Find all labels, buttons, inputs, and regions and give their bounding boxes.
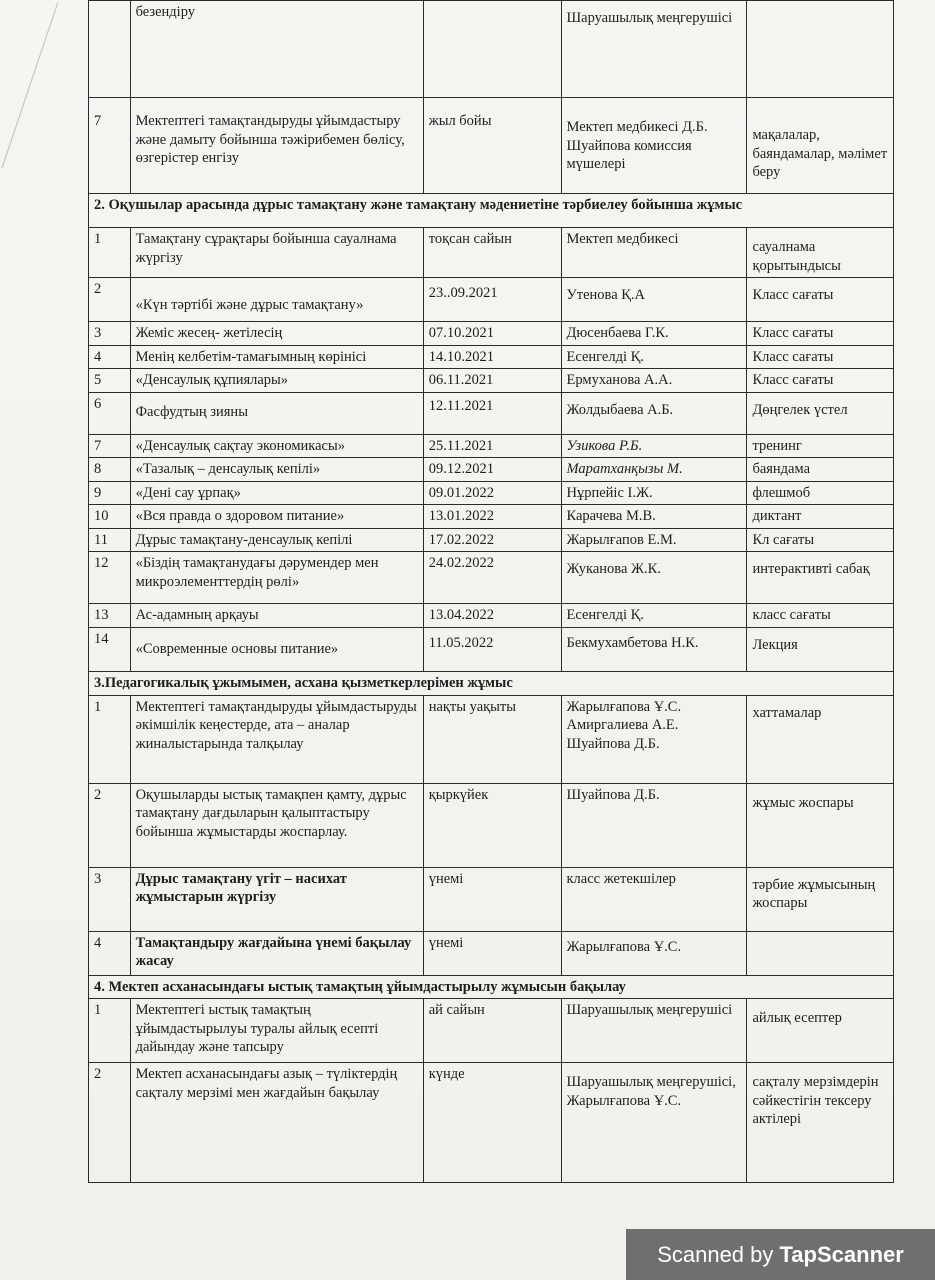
row-date: 25.11.2021 (423, 434, 561, 458)
row-responsible: Нұрпейіс І.Ж. (561, 481, 747, 505)
row-date: 23..09.2021 (423, 278, 561, 322)
row-responsible: Мектеп медбикесі Д.Б. Шуайпова комиссия мүшелері (561, 98, 747, 194)
row-date: 09.12.2021 (423, 458, 561, 482)
row-responsible: Жуканова Ж.К. (561, 552, 747, 604)
row-date: 11.05.2022 (423, 628, 561, 672)
row-result: баяндама (747, 458, 894, 482)
row-responsible: Шаруашылық меңгерушісі, Жарылғапова Ұ.С. (561, 1063, 747, 1183)
row-number: 12 (89, 552, 131, 604)
row-responsible: класс жетекшілер (561, 867, 747, 931)
row-number: 2 (89, 1063, 131, 1183)
row-number: 6 (89, 392, 131, 434)
row-activity: «Денсаулық құпиялары» (130, 369, 423, 393)
row-date: қыркүйек (423, 783, 561, 867)
row-number: 3 (89, 867, 131, 931)
row-activity: «Тазалық – денсаулық кепілі» (130, 458, 423, 482)
row-number: 11 (89, 528, 131, 552)
row-date: 14.10.2021 (423, 345, 561, 369)
table-row (89, 999, 894, 1063)
row-responsible: Ермуханова А.А. (561, 369, 747, 393)
table-row (89, 1, 894, 98)
row-result: Класс сағаты (747, 322, 894, 346)
table-row (89, 783, 894, 867)
table-row (89, 552, 894, 604)
watermark-brand: TapScanner (779, 1242, 904, 1267)
row-number: 4 (89, 345, 131, 369)
row-date: 24.02.2022 (423, 552, 561, 604)
watermark-prefix: Scanned by (657, 1242, 780, 1267)
row-responsible: Маратханқызы М. (561, 458, 747, 482)
row-result (747, 931, 894, 975)
row-number: 14 (89, 628, 131, 672)
row-result: сақталу мерзімдерін сәйкестігін тексеру актілері (747, 1063, 894, 1183)
row-activity: «Денсаулық сақтау экономикасы» (130, 434, 423, 458)
row-responsible: Утенова Қ.А (561, 278, 747, 322)
row-activity: Мектептегі ыстық тамақтың ұйымдастырылуы туралы айлық есепті дайындау және тапсыру (130, 999, 423, 1063)
row-result: мақалалар, баяндамалар, мәлімет беру (747, 98, 894, 194)
row-date: жыл бойы (423, 98, 561, 194)
row-date: күнде (423, 1063, 561, 1183)
row-result: Лекция (747, 628, 894, 672)
row-activity: «Күн тәртібі және дұрыс тамақтану» (130, 278, 423, 322)
table-row (89, 867, 894, 931)
row-result: диктант (747, 505, 894, 529)
table-row (89, 278, 894, 322)
row-date: 13.01.2022 (423, 505, 561, 529)
row-responsible: Шуайпова Д.Б. (561, 783, 747, 867)
row-responsible: Карачева М.В. (561, 505, 747, 529)
row-result (747, 1, 894, 98)
row-date: үнемі (423, 867, 561, 931)
row-result: сауалнама қорытындысы (747, 228, 894, 278)
section-header-row (89, 672, 894, 696)
row-date: 06.11.2021 (423, 369, 561, 393)
row-activity: Мектептегі тамақтандыруды ұйымдастыру және дамыту бойынша тәжірибемен бөлісу, өзгерістер енгізу (130, 98, 423, 194)
row-responsible: Узикова Р.Б. (561, 434, 747, 458)
row-number: 9 (89, 481, 131, 505)
row-number: 8 (89, 458, 131, 482)
row-activity: Дұрыс тамақтану-денсаулық кепілі (130, 528, 423, 552)
row-date: 17.02.2022 (423, 528, 561, 552)
row-responsible: Жолдыбаева А.Б. (561, 392, 747, 434)
row-activity: Тамақтану сұрақтары бойынша сауалнама жүргізу (130, 228, 423, 278)
row-number: 7 (89, 434, 131, 458)
row-result: хаттамалар (747, 695, 894, 783)
page-edge-shadow (0, 0, 60, 170)
row-date: 09.01.2022 (423, 481, 561, 505)
row-result: интерактивті сабақ (747, 552, 894, 604)
row-responsible: Жарылғапова Ұ.С. (561, 931, 747, 975)
row-number: 1 (89, 695, 131, 783)
row-number: 3 (89, 322, 131, 346)
row-result: Класс сағаты (747, 278, 894, 322)
table-row (89, 369, 894, 393)
table-row (89, 392, 894, 434)
row-activity: Жеміс жесең- жетілесің (130, 322, 423, 346)
row-date: 07.10.2021 (423, 322, 561, 346)
row-responsible: Дюсенбаева Г.К. (561, 322, 747, 346)
row-responsible: Шаруашылық меңгерушісі (561, 1, 747, 98)
section-title: 3.Педагогикалық ұжымымен, асхана қызметкерлерімен жұмыс (89, 672, 894, 696)
row-activity: Оқушыларды ыстық тамақпен қамту, дұрыс тамақтану дағдыларын қалыптастыру бойынша жұмыстарды жоспарлау. (130, 783, 423, 867)
row-date (423, 1, 561, 98)
table-row (89, 458, 894, 482)
table-row (89, 505, 894, 529)
row-result: айлық есептер (747, 999, 894, 1063)
row-result: Класс сағаты (747, 345, 894, 369)
row-activity: Мектеп асханасындағы азық – түліктердің сақталу мерзімі мен жағдайын бақылау (130, 1063, 423, 1183)
row-date: тоқсан сайын (423, 228, 561, 278)
row-number: 2 (89, 783, 131, 867)
row-responsible: Шаруашылық меңгерушісі (561, 999, 747, 1063)
row-result: жұмыс жоспары (747, 783, 894, 867)
table-row (89, 695, 894, 783)
row-number: 7 (89, 98, 131, 194)
row-activity: Менің келбетім-тамағымның көрінісі (130, 345, 423, 369)
table-row (89, 228, 894, 278)
row-number: 4 (89, 931, 131, 975)
section-header-row (89, 975, 894, 999)
row-result: тәрбие жұмысының жоспары (747, 867, 894, 931)
row-number: 1 (89, 999, 131, 1063)
table-row (89, 481, 894, 505)
row-activity: Фасфудтың зияны (130, 392, 423, 434)
row-result: Кл сағаты (747, 528, 894, 552)
table-row (89, 345, 894, 369)
row-number: 2 (89, 278, 131, 322)
row-activity: «Біздің тамақтанудағы дәрумендер мен микроэлементтердің рөлі» (130, 552, 423, 604)
row-number: 5 (89, 369, 131, 393)
row-activity: «Современные основы питание» (130, 628, 423, 672)
row-activity: Тамақтандыру жағдайына үнемі бақылау жасау (130, 931, 423, 975)
row-activity: Дұрыс тамақтану үгіт – насихат жұмыстарын жүргізу (130, 867, 423, 931)
row-responsible: Есенгелді Қ. (561, 604, 747, 628)
row-result: класс сағаты (747, 604, 894, 628)
row-date: 12.11.2021 (423, 392, 561, 434)
section-header-row (89, 194, 894, 228)
row-activity: «Вся правда о здоровом питание» (130, 505, 423, 529)
row-number: 10 (89, 505, 131, 529)
row-activity: «Дені сау ұрпақ» (130, 481, 423, 505)
table-row (89, 434, 894, 458)
section-title: 4. Мектеп асханасындағы ыстық тамақтың ұйымдастырылу жұмысын бақылау (89, 975, 894, 999)
table-row (89, 931, 894, 975)
row-activity: Ас-адамның арқауы (130, 604, 423, 628)
nutrition-plan-table (88, 0, 894, 1183)
table-row (89, 604, 894, 628)
row-result: Дөңгелек үстел (747, 392, 894, 434)
row-number: 13 (89, 604, 131, 628)
row-date: 13.04.2022 (423, 604, 561, 628)
section-title: 2. Оқушылар арасында дұрыс тамақтану және тамақтану мәдениетіне тәрбиелеу бойынша жұмыс (89, 194, 894, 228)
row-date: ай сайын (423, 999, 561, 1063)
row-activity: Мектептегі тамақтандыруды ұйымдастыруды әкімшілік кеңестерде, ата – аналар жиналыстарында талқылау (130, 695, 423, 783)
row-responsible: Бекмухамбетова Н.К. (561, 628, 747, 672)
row-date: нақты уақыты (423, 695, 561, 783)
row-date: үнемі (423, 931, 561, 975)
table-row (89, 628, 894, 672)
scanner-watermark (626, 1229, 935, 1280)
row-number (89, 1, 131, 98)
table-row (89, 1063, 894, 1183)
row-responsible: Жарылғапова Ұ.С. Амиргалиева А.Е. Шуайпова Д.Б. (561, 695, 747, 783)
row-responsible: Жарылғапов Е.М. (561, 528, 747, 552)
row-result: флешмоб (747, 481, 894, 505)
row-result: тренинг (747, 434, 894, 458)
row-result: Класс сағаты (747, 369, 894, 393)
table-row (89, 98, 894, 194)
row-activity: безендіру (130, 1, 423, 98)
table-row (89, 322, 894, 346)
row-responsible: Мектеп медбикесі (561, 228, 747, 278)
table-row (89, 528, 894, 552)
row-number: 1 (89, 228, 131, 278)
row-responsible: Есенгелді Қ. (561, 345, 747, 369)
